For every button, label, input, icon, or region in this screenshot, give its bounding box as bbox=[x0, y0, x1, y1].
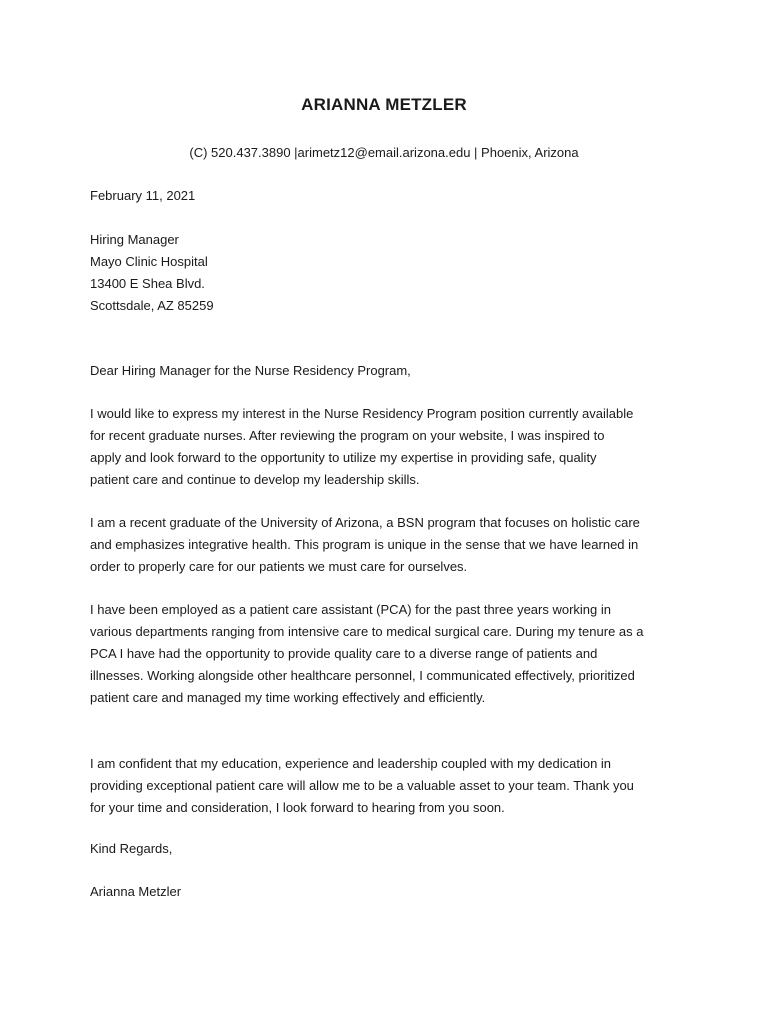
paragraph-line: I have been employed as a patient care assistant (PCA) for the past three years working in bbox=[90, 602, 611, 617]
paragraph-line: for your time and consideration, I look forward to hearing from you soon. bbox=[90, 800, 505, 815]
body-paragraph-2 bbox=[90, 512, 690, 578]
paragraph-line: apply and look forward to the opportunity to utilize my expertise in providing safe, quality bbox=[90, 450, 597, 465]
paragraph-line: I would like to express my interest in the Nurse Residency Program position currently available bbox=[90, 406, 634, 421]
body-paragraph-1 bbox=[90, 403, 690, 491]
paragraph-line: various departments ranging from intensive care to medical surgical care. During my tenure as a bbox=[90, 624, 644, 639]
paragraph-line: and emphasizes integrative health. This program is unique in the sense that we have learned in bbox=[90, 537, 639, 552]
salutation: Dear Hiring Manager for the Nurse Residency Program, bbox=[90, 363, 411, 378]
paragraph-line: illnesses. Working alongside other healthcare personnel, I communicated effectively, prioritized bbox=[90, 668, 635, 683]
signature-name: Arianna Metzler bbox=[90, 884, 182, 899]
paragraph-line: I am confident that my education, experience and leadership coupled with my dedication in bbox=[90, 756, 612, 771]
recipient-title: Hiring Manager bbox=[90, 232, 179, 247]
paragraph-line: I am a recent graduate of the University of Arizona, a BSN program that focuses on holistic care bbox=[90, 515, 640, 530]
paragraph-line: PCA I have had the opportunity to provide quality care to a diverse range of patients and bbox=[90, 646, 598, 661]
recipient-city: Scottsdale, AZ 85259 bbox=[90, 298, 214, 313]
paragraph-line: patient care and continue to develop my leadership skills. bbox=[90, 472, 420, 487]
body-paragraph-4 bbox=[90, 753, 690, 819]
body-paragraph-3 bbox=[90, 599, 690, 709]
sender-contact-line: (C) 520.437.3890 |arimetz12@email.arizona.edu | Phoenix, Arizona bbox=[189, 145, 579, 160]
paragraph-line: order to properly care for our patients we must care for ourselves. bbox=[90, 559, 468, 574]
letter-date: February 11, 2021 bbox=[90, 188, 196, 203]
paragraph-line: patient care and managed my time working effectively and efficiently. bbox=[90, 690, 486, 705]
paragraph-line: for recent graduate nurses. After reviewing the program on your website, I was inspired to bbox=[90, 428, 605, 443]
paragraph-line: providing exceptional patient care will allow me to be a valuable asset to your team. Thank you bbox=[90, 778, 634, 793]
recipient-street: 13400 E Shea Blvd. bbox=[90, 276, 205, 291]
sender-name: ARIANNA METZLER bbox=[301, 95, 467, 114]
closing: Kind Regards, bbox=[90, 841, 173, 856]
recipient-company: Mayo Clinic Hospital bbox=[90, 254, 208, 269]
